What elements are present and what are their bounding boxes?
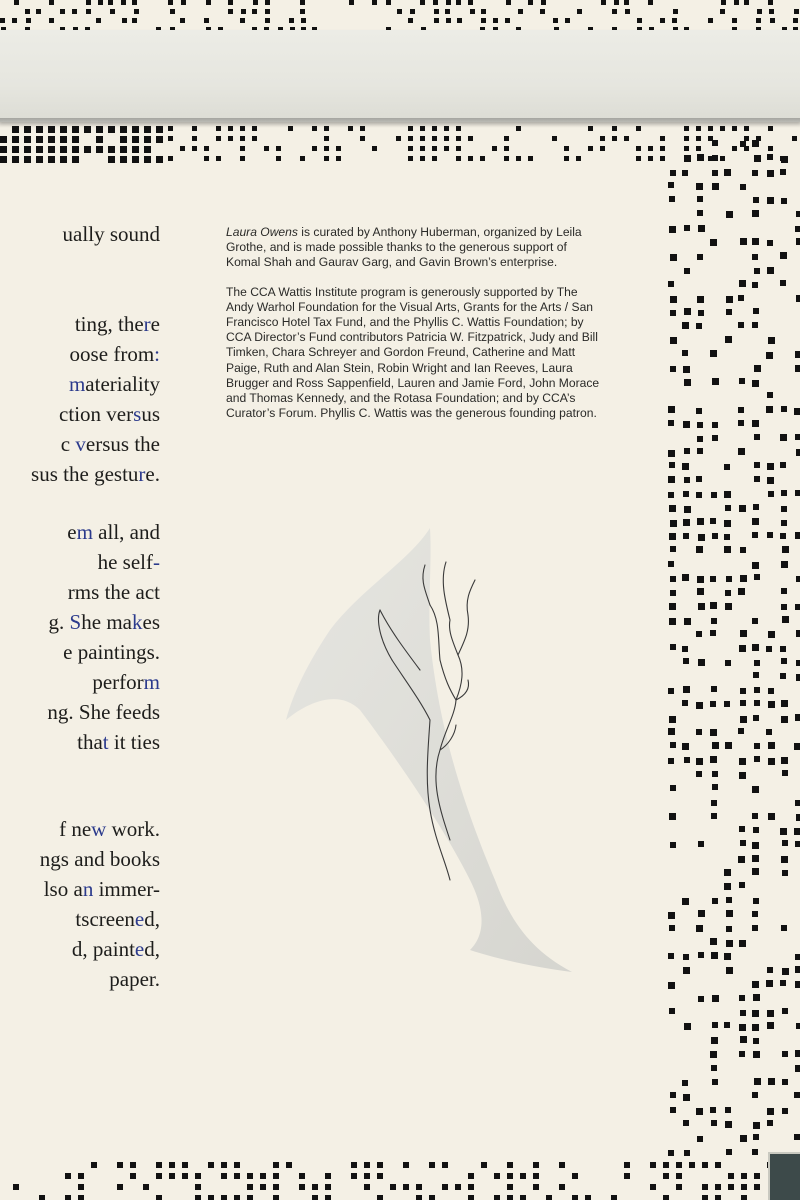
curation-text: is curated by Anthony Huberman, organized by Leila Grothe, and is made possible thanks to the generous support of Komal Shah and Gaurav Garg, and Gavin Brown’s enterprise. bbox=[226, 225, 582, 270]
artist-name: Laura Owens bbox=[226, 225, 298, 239]
essay-line: ction versus bbox=[59, 402, 160, 426]
essay-line: ually sound bbox=[62, 222, 160, 246]
essay-line: ngs and books bbox=[39, 847, 160, 871]
essay-line: rms the act bbox=[67, 580, 160, 604]
essay-line: he self- bbox=[97, 550, 160, 574]
credits-block bbox=[226, 225, 602, 435]
essay-line: that it ties bbox=[77, 730, 160, 754]
corner-sticker bbox=[768, 1152, 800, 1200]
essay-line: oose from: bbox=[69, 342, 160, 366]
essay-line: f new work. bbox=[59, 817, 160, 841]
essay-line: materiality bbox=[68, 372, 160, 396]
essay-line: g. She makes bbox=[48, 610, 160, 634]
essay-line: lso an immer- bbox=[43, 877, 160, 901]
essay-line: d, painted, bbox=[71, 937, 160, 961]
essay-line: e paintings. bbox=[63, 640, 160, 664]
credits-paragraph-support: The CCA Wattis Institute program is generously supported by The Andy Warhol Foundation for the Visual Arts, Grants for the Arts / San Francisco Hotel Tax Fund, and the Phyllis C. Wattis Foundation; by CCA Director’s Fund contributors Patricia W. Fitzpatrick, Judy and Bill Timken, Chara Schreyer and Gordon Freund, Catherine and Matt Paige, Ruth and Alan Stein, Robin Wright and Ian Reeves, Laura Brugger and Ross Sappenfield, Lauren and Jamie Ford, John Morace and Thomas Kennedy, and the Rotasa Foundation; and by CCA’s Curator’s Forum. Phyllis C. Wattis was the generous founding patron. bbox=[226, 284, 600, 421]
essay-line: ting, there bbox=[74, 312, 160, 336]
essay-line: ng. She feeds bbox=[47, 700, 160, 724]
essay-line: perform bbox=[92, 670, 160, 694]
credits-paragraph-curation bbox=[226, 225, 602, 271]
masking-tape-strip bbox=[0, 30, 800, 122]
essay-line: tscreened, bbox=[75, 907, 160, 931]
essay-line: paper. bbox=[109, 967, 160, 991]
paper-sheet bbox=[286, 528, 572, 972]
hand-drawing-artwork bbox=[280, 520, 580, 980]
essay-line: sus the gesture. bbox=[31, 462, 160, 486]
tape-shadow bbox=[0, 118, 800, 128]
essay-line: em all, and bbox=[67, 520, 160, 544]
essay-line: c versus the bbox=[60, 432, 160, 456]
